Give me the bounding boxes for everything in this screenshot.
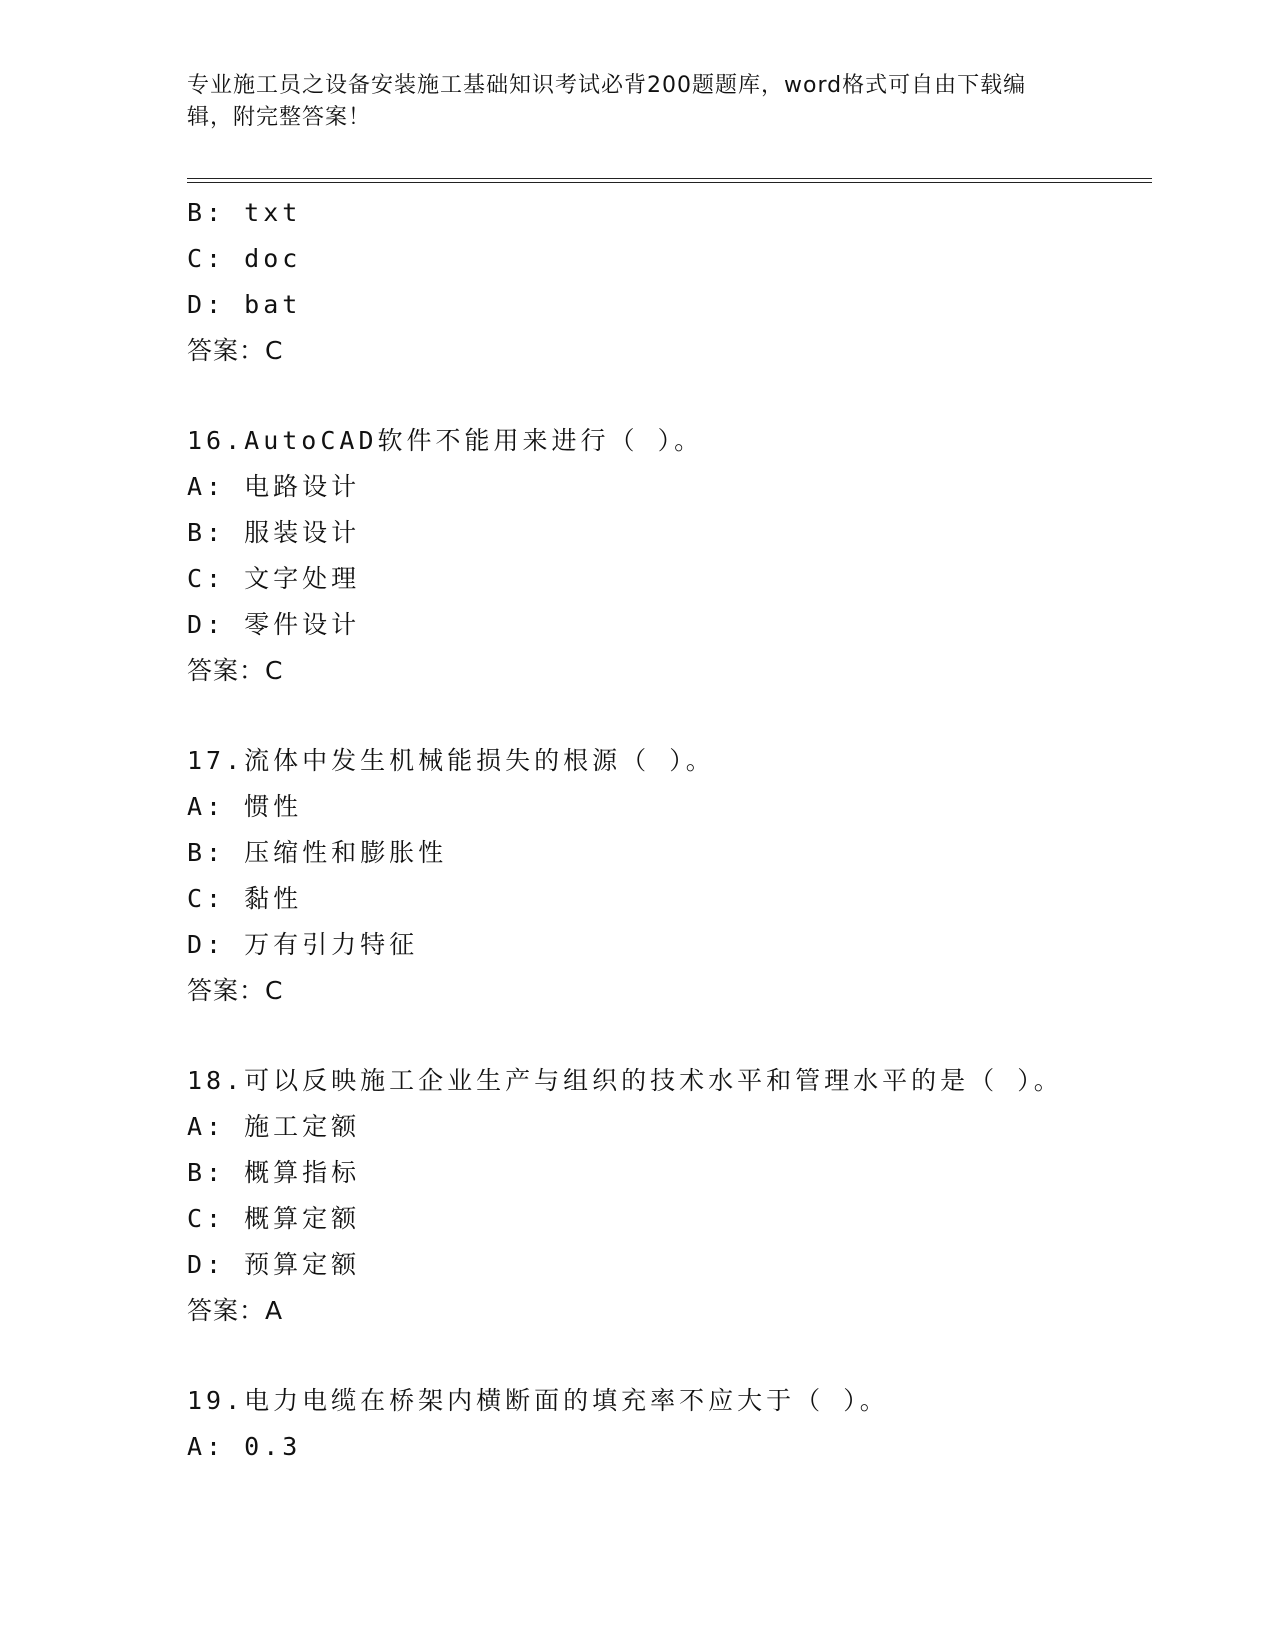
document-header: 专业施工员之设备安装施工基础知识考试必背200题题库，word格式可自由下载编辑，附完整答案！	[187, 73, 1027, 130]
option-line: B: 服装设计	[187, 518, 361, 547]
option-line: B: 概算指标	[187, 1158, 361, 1187]
option-line: D: bat	[187, 290, 302, 319]
option-line: A: 0.3	[187, 1432, 302, 1461]
option-line: A: 惯性	[187, 792, 303, 821]
question-text: 16.AutoCAD软件不能用来进行（ ）。	[187, 426, 704, 455]
question-text: 17.流体中发生机械能损失的根源（ ）。	[187, 746, 715, 775]
header-double-rule	[187, 178, 1152, 183]
option-line: B: txt	[187, 198, 302, 227]
option-line: D: 万有引力特征	[187, 930, 419, 959]
answer-line: 答案：C	[187, 336, 284, 365]
option-line: C: 黏性	[187, 884, 303, 913]
answer-line: 答案：A	[187, 1296, 284, 1325]
answer-line: 答案：C	[187, 656, 284, 685]
option-line: A: 施工定额	[187, 1112, 361, 1141]
answer-line: 答案：C	[187, 976, 284, 1005]
option-line: C: 概算定额	[187, 1204, 361, 1233]
spacer	[187, 374, 1152, 418]
spacer	[187, 694, 1152, 738]
spacer	[187, 1334, 1152, 1378]
option-line: C: doc	[187, 244, 302, 273]
question-text: 19.电力电缆在桥架内横断面的填充率不应大于（ ）。	[187, 1386, 889, 1415]
option-line: D: 预算定额	[187, 1250, 361, 1279]
option-line: C: 文字处理	[187, 564, 361, 593]
option-line: A: 电路设计	[187, 472, 361, 501]
question-text: 18.可以反映施工企业生产与组织的技术水平和管理水平的是（ ）。	[187, 1066, 1063, 1095]
option-line: D: 零件设计	[187, 610, 361, 639]
option-line: B: 压缩性和膨胀性	[187, 838, 448, 867]
question-content	[187, 190, 1152, 1470]
spacer	[187, 1014, 1152, 1058]
